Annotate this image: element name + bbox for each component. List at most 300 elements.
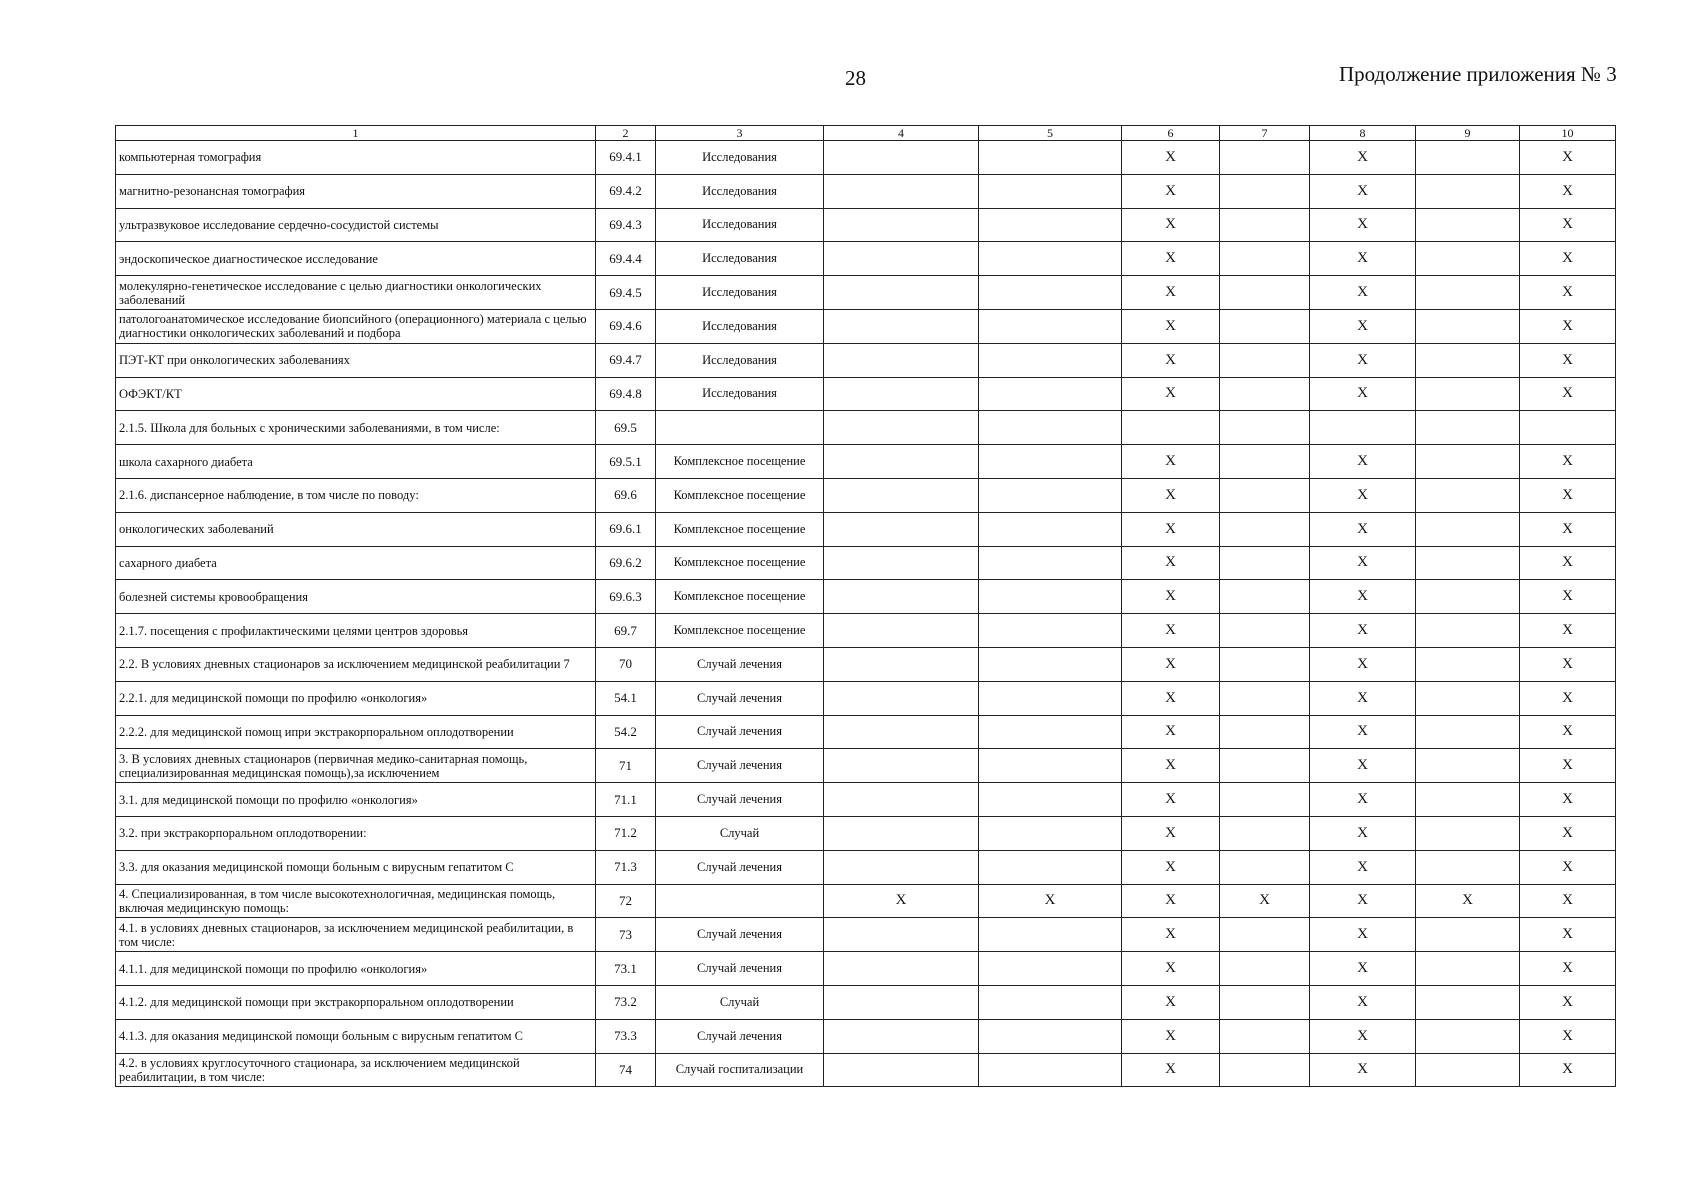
row-mark-cell-4	[824, 1019, 979, 1053]
row-mark-cell-4	[824, 647, 979, 681]
page-number: 28	[845, 66, 866, 90]
row-name-text: 2.2. В условиях дневных стационаров за исключением медицинской реабилитации 7	[119, 657, 570, 672]
row-mark-cell-6	[1122, 411, 1220, 445]
row-unit-cell: Случай	[656, 985, 824, 1019]
table-row	[116, 918, 1616, 952]
row-mark-cell-10: X	[1520, 1053, 1616, 1087]
row-mark-cell-10: X	[1520, 749, 1616, 783]
row-mark-cell-9	[1416, 445, 1520, 479]
row-code-cell: 69.5.1	[596, 445, 656, 479]
table-row	[116, 580, 1616, 614]
row-mark-cell-4	[824, 614, 979, 648]
row-name-cell	[116, 985, 596, 1019]
row-mark-cell-4	[824, 174, 979, 208]
row-mark-cell-9	[1416, 614, 1520, 648]
row-mark-cell-5	[979, 614, 1122, 648]
row-mark-cell-7	[1220, 546, 1310, 580]
row-mark-cell-5	[979, 174, 1122, 208]
row-mark-cell-6: X	[1122, 850, 1220, 884]
row-mark-cell-7	[1220, 783, 1310, 817]
row-unit-cell: Исследования	[656, 309, 824, 343]
row-mark-cell-9	[1416, 749, 1520, 783]
row-mark-cell-8: X	[1310, 343, 1416, 377]
row-mark-cell-5	[979, 816, 1122, 850]
row-mark-cell-6: X	[1122, 884, 1220, 918]
row-name-cell	[116, 715, 596, 749]
row-mark-cell-7	[1220, 614, 1310, 648]
table-row	[116, 343, 1616, 377]
row-code-cell: 69.5	[596, 411, 656, 445]
row-mark-cell-7	[1220, 1053, 1310, 1087]
row-mark-cell-4	[824, 715, 979, 749]
table-row	[116, 478, 1616, 512]
row-mark-cell-9	[1416, 681, 1520, 715]
row-unit-cell: Исследования	[656, 276, 824, 310]
table-row	[116, 141, 1616, 175]
row-mark-cell-7	[1220, 445, 1310, 479]
row-mark-cell-8: X	[1310, 749, 1416, 783]
table-body	[116, 141, 1616, 1087]
table-row	[116, 749, 1616, 783]
row-name-text: 4.1. в условиях дневных стационаров, за исключением медицинской реабилитации, в том числе:	[119, 920, 574, 949]
row-mark-cell-5	[979, 309, 1122, 343]
row-name-cell	[116, 411, 596, 445]
column-header: 5	[979, 126, 1122, 141]
row-mark-cell-7	[1220, 377, 1310, 411]
row-name-cell	[116, 377, 596, 411]
row-mark-cell-4	[824, 749, 979, 783]
row-mark-cell-4	[824, 208, 979, 242]
column-number-row	[116, 126, 1616, 141]
row-mark-cell-9	[1416, 985, 1520, 1019]
row-mark-cell-10: X	[1520, 783, 1616, 817]
row-unit-cell: Комплексное посещение	[656, 546, 824, 580]
row-code-cell: 74	[596, 1053, 656, 1087]
row-name-text: 2.1.6. диспансерное наблюдение, в том числе по поводу:	[119, 488, 419, 503]
row-mark-cell-5	[979, 681, 1122, 715]
row-code-cell: 69.6	[596, 478, 656, 512]
row-name-text: 4.1.1. для медицинской помощи по профилю «онкология»	[119, 961, 428, 976]
row-mark-cell-10: X	[1520, 478, 1616, 512]
row-mark-cell-6: X	[1122, 816, 1220, 850]
row-code-cell: 71	[596, 749, 656, 783]
row-code-cell: 70	[596, 647, 656, 681]
row-name-text: 4.2. в условиях круглосуточного стационара, за исключением медицинской реабилитации, в том числе:	[119, 1055, 520, 1084]
row-name-cell	[116, 952, 596, 986]
row-code-cell: 69.4.5	[596, 276, 656, 310]
table-row	[116, 1019, 1616, 1053]
row-mark-cell-9	[1416, 816, 1520, 850]
row-name-text: сахарного диабета	[119, 555, 217, 570]
table-row	[116, 850, 1616, 884]
row-mark-cell-10: X	[1520, 614, 1616, 648]
continuation-label: Продолжение приложения № 3	[1339, 62, 1617, 86]
row-mark-cell-7	[1220, 850, 1310, 884]
row-mark-cell-8: X	[1310, 884, 1416, 918]
row-code-cell: 73	[596, 918, 656, 952]
table-row	[116, 1053, 1616, 1087]
row-name-text: 2.1.5. Школа для больных с хроническими заболеваниями, в том числе:	[119, 420, 500, 435]
row-name-cell	[116, 309, 596, 343]
row-name-text: 3.3. для оказания медицинской помощи больным с вирусным гепатитом С	[119, 860, 514, 875]
row-mark-cell-4	[824, 816, 979, 850]
row-mark-cell-8: X	[1310, 478, 1416, 512]
row-mark-cell-7	[1220, 343, 1310, 377]
row-mark-cell-7	[1220, 174, 1310, 208]
row-name-text: компьютерная томография	[119, 150, 262, 165]
row-mark-cell-7	[1220, 816, 1310, 850]
row-mark-cell-8: X	[1310, 512, 1416, 546]
row-mark-cell-6: X	[1122, 715, 1220, 749]
row-mark-cell-6: X	[1122, 445, 1220, 479]
row-mark-cell-8: X	[1310, 1019, 1416, 1053]
row-mark-cell-10: X	[1520, 377, 1616, 411]
row-code-cell: 69.6.3	[596, 580, 656, 614]
row-name-text: болезней системы кровообращения	[119, 589, 308, 604]
row-mark-cell-5	[979, 208, 1122, 242]
row-code-cell: 69.4.7	[596, 343, 656, 377]
row-unit-cell: Исследования	[656, 208, 824, 242]
row-mark-cell-9	[1416, 850, 1520, 884]
row-mark-cell-4: X	[824, 884, 979, 918]
row-unit-cell: Случай лечения	[656, 918, 824, 952]
row-mark-cell-9	[1416, 1053, 1520, 1087]
row-mark-cell-10: X	[1520, 276, 1616, 310]
row-name-text: эндоскопическое диагностическое исследование	[119, 251, 378, 266]
table-row	[116, 174, 1616, 208]
row-mark-cell-6: X	[1122, 512, 1220, 546]
row-mark-cell-10	[1520, 411, 1616, 445]
row-name-cell	[116, 681, 596, 715]
row-mark-cell-6: X	[1122, 343, 1220, 377]
row-mark-cell-4	[824, 478, 979, 512]
row-mark-cell-6: X	[1122, 918, 1220, 952]
row-name-text: 4.1.3. для оказания медицинской помощи больным с вирусным гепатитом С	[119, 1029, 523, 1044]
row-code-cell: 69.6.1	[596, 512, 656, 546]
row-mark-cell-4	[824, 580, 979, 614]
row-mark-cell-8: X	[1310, 1053, 1416, 1087]
row-mark-cell-9	[1416, 512, 1520, 546]
table-row	[116, 952, 1616, 986]
table-row	[116, 681, 1616, 715]
row-mark-cell-4	[824, 1053, 979, 1087]
row-mark-cell-4	[824, 952, 979, 986]
row-mark-cell-5	[979, 411, 1122, 445]
row-name-cell	[116, 749, 596, 783]
row-unit-cell: Исследования	[656, 174, 824, 208]
row-mark-cell-9	[1416, 952, 1520, 986]
row-mark-cell-4	[824, 411, 979, 445]
row-mark-cell-9	[1416, 343, 1520, 377]
row-mark-cell-5	[979, 749, 1122, 783]
row-name-text: онкологических заболеваний	[119, 522, 274, 537]
row-mark-cell-5: X	[979, 884, 1122, 918]
row-mark-cell-6: X	[1122, 478, 1220, 512]
row-unit-cell: Комплексное посещение	[656, 445, 824, 479]
row-mark-cell-7	[1220, 918, 1310, 952]
row-mark-cell-10: X	[1520, 918, 1616, 952]
row-mark-cell-5	[979, 952, 1122, 986]
row-mark-cell-8: X	[1310, 208, 1416, 242]
row-mark-cell-9	[1416, 276, 1520, 310]
row-mark-cell-4	[824, 343, 979, 377]
row-mark-cell-8: X	[1310, 141, 1416, 175]
table-row	[116, 208, 1616, 242]
row-mark-cell-8: X	[1310, 647, 1416, 681]
row-mark-cell-5	[979, 343, 1122, 377]
row-mark-cell-4	[824, 918, 979, 952]
column-header: 10	[1520, 126, 1616, 141]
row-mark-cell-9	[1416, 478, 1520, 512]
row-mark-cell-5	[979, 1053, 1122, 1087]
row-name-cell	[116, 343, 596, 377]
row-mark-cell-8: X	[1310, 816, 1416, 850]
row-mark-cell-6: X	[1122, 546, 1220, 580]
row-mark-cell-7	[1220, 681, 1310, 715]
row-mark-cell-5	[979, 377, 1122, 411]
row-unit-cell: Комплексное посещение	[656, 512, 824, 546]
row-mark-cell-5	[979, 783, 1122, 817]
row-mark-cell-7	[1220, 952, 1310, 986]
row-mark-cell-5	[979, 276, 1122, 310]
row-mark-cell-10: X	[1520, 1019, 1616, 1053]
row-mark-cell-7	[1220, 985, 1310, 1019]
row-mark-cell-10: X	[1520, 850, 1616, 884]
row-mark-cell-4	[824, 377, 979, 411]
row-unit-cell: Случай	[656, 816, 824, 850]
row-mark-cell-7	[1220, 749, 1310, 783]
table-row	[116, 411, 1616, 445]
row-code-cell: 71.1	[596, 783, 656, 817]
row-mark-cell-10: X	[1520, 952, 1616, 986]
row-mark-cell-9	[1416, 546, 1520, 580]
table-row	[116, 647, 1616, 681]
row-code-cell: 73.2	[596, 985, 656, 1019]
row-mark-cell-9	[1416, 411, 1520, 445]
row-mark-cell-7	[1220, 276, 1310, 310]
row-unit-cell: Исследования	[656, 343, 824, 377]
table-row	[116, 783, 1616, 817]
row-name-text: 4.1.2. для медицинской помощи при экстракорпоральном оплодотворении	[119, 995, 514, 1010]
row-mark-cell-8: X	[1310, 445, 1416, 479]
row-mark-cell-4	[824, 141, 979, 175]
row-name-cell	[116, 918, 596, 952]
row-mark-cell-7	[1220, 647, 1310, 681]
row-mark-cell-8	[1310, 411, 1416, 445]
row-mark-cell-5	[979, 141, 1122, 175]
row-mark-cell-6: X	[1122, 952, 1220, 986]
row-name-text: ОФЭКТ/КТ	[119, 386, 182, 401]
row-mark-cell-10: X	[1520, 580, 1616, 614]
row-mark-cell-6: X	[1122, 1019, 1220, 1053]
row-code-cell: 73.1	[596, 952, 656, 986]
row-mark-cell-7	[1220, 309, 1310, 343]
row-mark-cell-6: X	[1122, 377, 1220, 411]
row-mark-cell-5	[979, 850, 1122, 884]
row-mark-cell-4	[824, 783, 979, 817]
row-unit-cell: Случай лечения	[656, 749, 824, 783]
row-name-text: 4. Специализированная, в том числе высокотехнологичная, медицинская помощь, включая медицинскую помощь:	[119, 886, 556, 915]
row-mark-cell-10: X	[1520, 681, 1616, 715]
row-unit-cell: Случай лечения	[656, 1019, 824, 1053]
row-mark-cell-8: X	[1310, 276, 1416, 310]
row-name-cell	[116, 445, 596, 479]
row-mark-cell-4	[824, 985, 979, 1019]
row-code-cell: 71.3	[596, 850, 656, 884]
row-mark-cell-7: X	[1220, 884, 1310, 918]
column-header: 8	[1310, 126, 1416, 141]
row-mark-cell-7	[1220, 242, 1310, 276]
row-name-cell	[116, 614, 596, 648]
row-mark-cell-5	[979, 242, 1122, 276]
row-unit-cell	[656, 411, 824, 445]
row-mark-cell-10: X	[1520, 816, 1616, 850]
row-mark-cell-10: X	[1520, 174, 1616, 208]
row-mark-cell-10: X	[1520, 512, 1616, 546]
row-mark-cell-10: X	[1520, 546, 1616, 580]
row-mark-cell-9	[1416, 647, 1520, 681]
row-mark-cell-8: X	[1310, 952, 1416, 986]
row-mark-cell-10: X	[1520, 242, 1616, 276]
row-mark-cell-5	[979, 1019, 1122, 1053]
row-mark-cell-6: X	[1122, 647, 1220, 681]
row-code-cell: 69.4.4	[596, 242, 656, 276]
row-mark-cell-7	[1220, 411, 1310, 445]
row-mark-cell-6: X	[1122, 783, 1220, 817]
row-code-cell: 69.4.2	[596, 174, 656, 208]
row-name-text: 3.1. для медицинской помощи по профилю «онкология»	[119, 792, 418, 807]
row-code-cell: 69.7	[596, 614, 656, 648]
row-name-cell	[116, 884, 596, 918]
table-row	[116, 445, 1616, 479]
row-mark-cell-9	[1416, 783, 1520, 817]
row-mark-cell-6: X	[1122, 276, 1220, 310]
row-mark-cell-10: X	[1520, 343, 1616, 377]
row-mark-cell-6: X	[1122, 174, 1220, 208]
row-code-cell: 54.1	[596, 681, 656, 715]
row-mark-cell-6: X	[1122, 681, 1220, 715]
row-mark-cell-9	[1416, 174, 1520, 208]
row-name-cell	[116, 174, 596, 208]
row-mark-cell-7	[1220, 715, 1310, 749]
row-name-cell	[116, 208, 596, 242]
table-row	[116, 546, 1616, 580]
table-row	[116, 242, 1616, 276]
table-row	[116, 715, 1616, 749]
row-unit-cell: Исследования	[656, 141, 824, 175]
row-name-cell	[116, 816, 596, 850]
row-unit-cell: Случай госпитализации	[656, 1053, 824, 1087]
row-name-cell	[116, 242, 596, 276]
row-code-cell: 54.2	[596, 715, 656, 749]
row-mark-cell-8: X	[1310, 614, 1416, 648]
row-mark-cell-8: X	[1310, 242, 1416, 276]
row-unit-cell: Случай лечения	[656, 952, 824, 986]
row-mark-cell-6: X	[1122, 614, 1220, 648]
row-mark-cell-6: X	[1122, 580, 1220, 614]
table-row	[116, 309, 1616, 343]
row-name-text: 3. В условиях дневных стационаров (первичная медико-санитарная помощь, специализированная медицинская помощь),за исключением	[119, 751, 528, 780]
row-mark-cell-6: X	[1122, 1053, 1220, 1087]
column-header: 6	[1122, 126, 1220, 141]
row-name-text: 2.1.7. посещения с профилактическими целями центров здоровья	[119, 623, 469, 638]
row-mark-cell-8: X	[1310, 985, 1416, 1019]
row-name-cell	[116, 141, 596, 175]
row-mark-cell-6: X	[1122, 985, 1220, 1019]
row-mark-cell-10: X	[1520, 141, 1616, 175]
table-row	[116, 512, 1616, 546]
row-name-cell	[116, 783, 596, 817]
column-header: 2	[596, 126, 656, 141]
row-mark-cell-5	[979, 715, 1122, 749]
row-mark-cell-9: X	[1416, 884, 1520, 918]
row-mark-cell-7	[1220, 512, 1310, 546]
row-name-text: молекулярно-генетическое исследование с целью диагностики онкологических заболеваний	[119, 278, 542, 307]
row-mark-cell-10: X	[1520, 715, 1616, 749]
row-mark-cell-10: X	[1520, 208, 1616, 242]
row-mark-cell-8: X	[1310, 546, 1416, 580]
row-mark-cell-5	[979, 985, 1122, 1019]
row-mark-cell-4	[824, 309, 979, 343]
row-mark-cell-8: X	[1310, 377, 1416, 411]
row-code-cell: 71.2	[596, 816, 656, 850]
row-name-cell	[116, 478, 596, 512]
row-mark-cell-4	[824, 445, 979, 479]
appendix-table	[115, 125, 1616, 1087]
row-unit-cell: Комплексное посещение	[656, 580, 824, 614]
row-code-cell: 69.4.3	[596, 208, 656, 242]
row-mark-cell-5	[979, 546, 1122, 580]
row-code-cell: 72	[596, 884, 656, 918]
row-mark-cell-7	[1220, 478, 1310, 512]
table-row	[116, 985, 1616, 1019]
row-mark-cell-8: X	[1310, 783, 1416, 817]
row-code-cell: 69.4.8	[596, 377, 656, 411]
row-unit-cell: Исследования	[656, 242, 824, 276]
row-name-text: школа сахарного диабета	[119, 454, 253, 469]
row-mark-cell-6: X	[1122, 208, 1220, 242]
row-mark-cell-9	[1416, 377, 1520, 411]
row-name-cell	[116, 1053, 596, 1087]
row-name-text: 2.2.1. для медицинской помощи по профилю «онкология»	[119, 691, 428, 706]
row-mark-cell-4	[824, 681, 979, 715]
row-mark-cell-8: X	[1310, 681, 1416, 715]
row-mark-cell-9	[1416, 1019, 1520, 1053]
row-mark-cell-5	[979, 580, 1122, 614]
row-name-cell	[116, 546, 596, 580]
row-mark-cell-9	[1416, 141, 1520, 175]
row-mark-cell-9	[1416, 580, 1520, 614]
table-row	[116, 276, 1616, 310]
row-mark-cell-5	[979, 512, 1122, 546]
row-unit-cell: Случай лечения	[656, 850, 824, 884]
row-mark-cell-9	[1416, 715, 1520, 749]
column-header: 7	[1220, 126, 1310, 141]
row-code-cell: 69.6.2	[596, 546, 656, 580]
row-mark-cell-4	[824, 850, 979, 884]
row-mark-cell-4	[824, 276, 979, 310]
row-unit-cell: Случай лечения	[656, 681, 824, 715]
row-mark-cell-6: X	[1122, 749, 1220, 783]
row-name-cell	[116, 1019, 596, 1053]
row-name-text: ультразвуковое исследование сердечно-сосудистой системы	[119, 217, 439, 232]
row-code-cell: 69.4.1	[596, 141, 656, 175]
row-mark-cell-4	[824, 546, 979, 580]
row-name-text: магнитно-резонансная томография	[119, 184, 306, 199]
row-unit-cell	[656, 884, 824, 918]
row-name-cell	[116, 512, 596, 546]
column-header: 4	[824, 126, 979, 141]
